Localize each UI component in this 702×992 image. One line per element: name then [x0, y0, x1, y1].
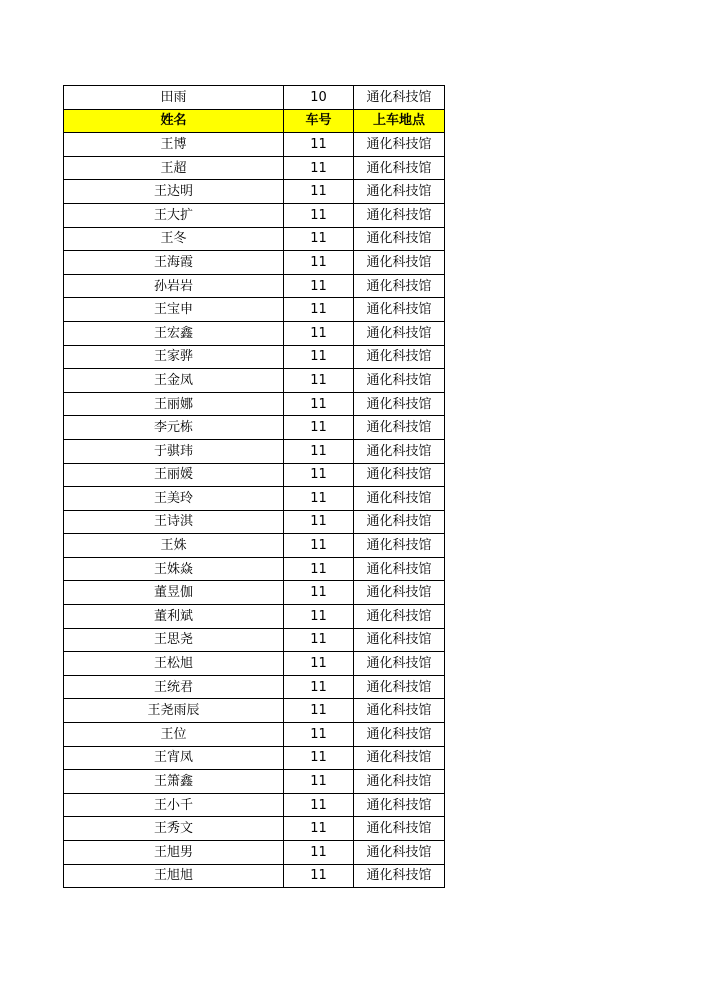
table-row: [64, 699, 445, 723]
name-cell: 王诗淇: [64, 510, 284, 534]
boarding-place-cell: 通化科技馆: [354, 274, 445, 298]
name-cell: 董昱伽: [64, 581, 284, 605]
table-row: [64, 628, 445, 652]
car-number-cell: 11: [284, 581, 354, 605]
boarding-place-cell: 通化科技馆: [354, 133, 445, 157]
name-cell: 王海霞: [64, 251, 284, 275]
boarding-place-cell: 通化科技馆: [354, 817, 445, 841]
table-row: [64, 298, 445, 322]
table-row: [64, 534, 445, 558]
table-row: [64, 510, 445, 534]
name-cell: 王宏鑫: [64, 321, 284, 345]
car-number-cell: 11: [284, 180, 354, 204]
table-row: [64, 439, 445, 463]
name-cell: 王丽媛: [64, 463, 284, 487]
header-row: [64, 109, 445, 133]
table-row: [64, 274, 445, 298]
boarding-place-cell: 通化科技馆: [354, 510, 445, 534]
table-row: [64, 652, 445, 676]
car-number-cell: 11: [284, 227, 354, 251]
name-cell: 王姝焱: [64, 557, 284, 581]
boarding-place-cell: 通化科技馆: [354, 841, 445, 865]
car-number-cell: 11: [284, 321, 354, 345]
boarding-place-cell: 通化科技馆: [354, 581, 445, 605]
table-row: [64, 86, 445, 110]
table-row: [64, 770, 445, 794]
car-number-cell: 11: [284, 392, 354, 416]
table-row: [64, 605, 445, 629]
table-row: [64, 581, 445, 605]
car-number-cell: 11: [284, 557, 354, 581]
boarding-place-cell: 通化科技馆: [354, 723, 445, 747]
boarding-place-cell: 通化科技馆: [354, 369, 445, 393]
table-row: [64, 345, 445, 369]
boarding-place-cell: 通化科技馆: [354, 416, 445, 440]
car-number-cell: 11: [284, 251, 354, 275]
boarding-place-cell: 通化科技馆: [354, 321, 445, 345]
car-number-column-header: 车号: [284, 109, 354, 133]
car-number-cell: 11: [284, 770, 354, 794]
car-number-cell: 11: [284, 652, 354, 676]
name-cell: 王统君: [64, 675, 284, 699]
car-number-cell: 11: [284, 723, 354, 747]
table-row: [64, 723, 445, 747]
car-number-cell: 11: [284, 274, 354, 298]
boarding-place-cell: 通化科技馆: [354, 628, 445, 652]
car-number-cell: 11: [284, 534, 354, 558]
name-cell: 王博: [64, 133, 284, 157]
car-number-cell: 11: [284, 345, 354, 369]
boarding-place-cell: 通化科技馆: [354, 156, 445, 180]
car-number-cell: 11: [284, 793, 354, 817]
name-cell: 王金凤: [64, 369, 284, 393]
boarding-place-cell: 通化科技馆: [354, 463, 445, 487]
boarding-place-cell: 通化科技馆: [354, 180, 445, 204]
name-cell: 王超: [64, 156, 284, 180]
table-row: [64, 746, 445, 770]
name-cell: 孙岩岩: [64, 274, 284, 298]
boarding-place-column-header: 上车地点: [354, 109, 445, 133]
table-row: [64, 156, 445, 180]
car-number-cell: 11: [284, 439, 354, 463]
name-cell: 王冬: [64, 227, 284, 251]
car-number-cell: 11: [284, 675, 354, 699]
boarding-place-cell: 通化科技馆: [354, 605, 445, 629]
name-cell: 王姝: [64, 534, 284, 558]
car-number-cell: 11: [284, 203, 354, 227]
name-cell: 董利斌: [64, 605, 284, 629]
boarding-place-cell: 通化科技馆: [354, 864, 445, 888]
boarding-place-cell: 通化科技馆: [354, 557, 445, 581]
boarding-place-cell: 通化科技馆: [354, 345, 445, 369]
table-row: [64, 392, 445, 416]
name-cell: 李元栋: [64, 416, 284, 440]
table-row: [64, 133, 445, 157]
name-cell: 王宝申: [64, 298, 284, 322]
table-row: [64, 321, 445, 345]
boarding-place-cell: 通化科技馆: [354, 298, 445, 322]
name-cell: 王旭旭: [64, 864, 284, 888]
name-cell: 王宵凤: [64, 746, 284, 770]
table-row: [64, 416, 445, 440]
name-cell: 王思尧: [64, 628, 284, 652]
name-column-header: 姓名: [64, 109, 284, 133]
name-cell: 王秀文: [64, 817, 284, 841]
boarding-place-cell: 通化科技馆: [354, 203, 445, 227]
roster-table: [63, 85, 445, 888]
roster-table-body: [64, 86, 445, 888]
car-number-cell: 11: [284, 510, 354, 534]
name-cell: 王美玲: [64, 487, 284, 511]
table-row: [64, 675, 445, 699]
car-number-cell: 11: [284, 864, 354, 888]
car-number-cell: 11: [284, 298, 354, 322]
car-number-cell: 11: [284, 746, 354, 770]
boarding-place-cell: 通化科技馆: [354, 675, 445, 699]
table-row: [64, 180, 445, 204]
table-row: [64, 463, 445, 487]
boarding-place-cell: 通化科技馆: [354, 439, 445, 463]
boarding-place-cell: 通化科技馆: [354, 770, 445, 794]
car-number-cell: 11: [284, 133, 354, 157]
boarding-place-cell: 通化科技馆: [354, 227, 445, 251]
table-row: [64, 487, 445, 511]
car-number-cell: 11: [284, 817, 354, 841]
car-number-cell: 11: [284, 487, 354, 511]
table-row: [64, 841, 445, 865]
name-cell: 田雨: [64, 86, 284, 110]
boarding-place-cell: 通化科技馆: [354, 699, 445, 723]
name-cell: 王小千: [64, 793, 284, 817]
name-cell: 王松旭: [64, 652, 284, 676]
name-cell: 王达明: [64, 180, 284, 204]
name-cell: 王箫鑫: [64, 770, 284, 794]
table-row: [64, 557, 445, 581]
car-number-cell: 11: [284, 463, 354, 487]
table-row: [64, 227, 445, 251]
boarding-place-cell: 通化科技馆: [354, 487, 445, 511]
name-cell: 王旭男: [64, 841, 284, 865]
boarding-place-cell: 通化科技馆: [354, 534, 445, 558]
boarding-place-cell: 通化科技馆: [354, 746, 445, 770]
table-row: [64, 864, 445, 888]
table-row: [64, 793, 445, 817]
boarding-place-cell: 通化科技馆: [354, 793, 445, 817]
name-cell: 王家骅: [64, 345, 284, 369]
table-row: [64, 817, 445, 841]
name-cell: 王尧雨辰: [64, 699, 284, 723]
name-cell: 王大扩: [64, 203, 284, 227]
car-number-cell: 11: [284, 699, 354, 723]
table-row: [64, 369, 445, 393]
table-row: [64, 203, 445, 227]
car-number-cell: 11: [284, 605, 354, 629]
boarding-place-cell: 通化科技馆: [354, 392, 445, 416]
car-number-cell: 11: [284, 841, 354, 865]
name-cell: 王丽娜: [64, 392, 284, 416]
car-number-cell: 11: [284, 416, 354, 440]
car-number-cell: 11: [284, 369, 354, 393]
table-row: [64, 251, 445, 275]
car-number-cell: 11: [284, 628, 354, 652]
name-cell: 王位: [64, 723, 284, 747]
boarding-place-cell: 通化科技馆: [354, 86, 445, 110]
boarding-place-cell: 通化科技馆: [354, 251, 445, 275]
car-number-cell: 10: [284, 86, 354, 110]
car-number-cell: 11: [284, 156, 354, 180]
name-cell: 于骐玮: [64, 439, 284, 463]
boarding-place-cell: 通化科技馆: [354, 652, 445, 676]
